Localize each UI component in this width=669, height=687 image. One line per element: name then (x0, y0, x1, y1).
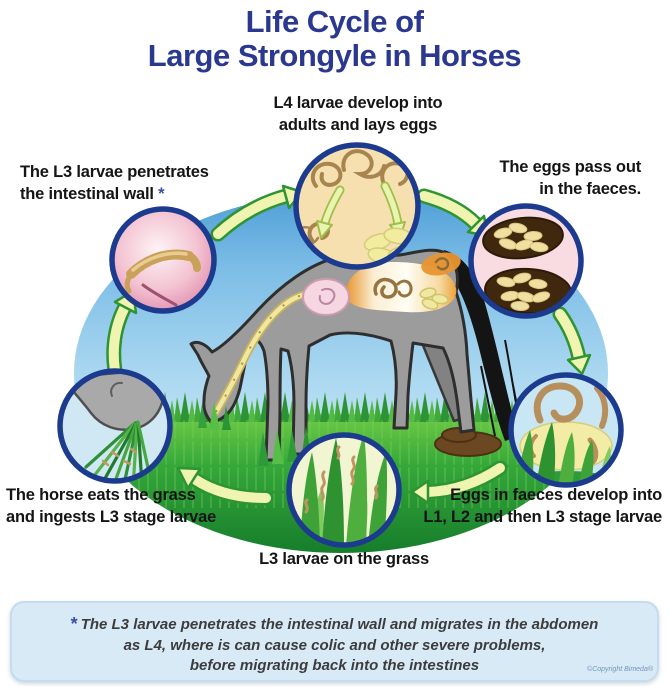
label-line: L1, L2 and then L3 stage larvae (423, 508, 662, 526)
stage-circle-l3-on-grass (289, 434, 400, 546)
footnote-line1 (12, 614, 657, 636)
label-line (20, 183, 209, 205)
label-line: and ingests L3 stage larvae (6, 508, 217, 526)
footnote-asterisk-marker: * (158, 185, 165, 203)
label-eggs-pass-in-faeces (500, 156, 641, 200)
label-line: Eggs in faeces develop into (450, 486, 662, 504)
label-line: The L3 larvae penetrates (20, 163, 209, 181)
label-line: The horse eats the grass (6, 486, 196, 504)
stage-circle-eggs-pass-in-faeces (471, 206, 581, 316)
footnote-line3: before migrating back into the intestines (189, 657, 480, 674)
label-adults-lay-eggs (179, 92, 537, 136)
label-line: in the faeces. (539, 180, 641, 198)
label-line: adults and lays eggs (278, 116, 438, 134)
label-line: L4 larvae develop into (273, 94, 443, 112)
label-horse-eats-grass (6, 484, 216, 528)
label-line: The eggs pass out (499, 158, 641, 176)
label-line: L3 larvae on the grass (259, 550, 429, 568)
stomach (303, 279, 349, 315)
copyright-notice: ©Copyright Bimeda® (587, 666, 653, 673)
footnote-asterisk: * (70, 614, 78, 634)
label-l3-penetrates-wall (20, 161, 209, 205)
label-text: the intestinal wall (20, 185, 154, 203)
title-line2: Large Strongyle in Horses (147, 38, 522, 73)
footnote-line2: as L4, where is can cause colic and other severe problems, (123, 636, 546, 654)
title-line1: Life Cycle of (245, 4, 424, 39)
stage-circle-l3-penetrates-wall (112, 209, 214, 311)
footnote-text: The L3 larvae penetrates the intestinal wall and migrates in the abdomen (80, 616, 599, 633)
footnote-box (10, 601, 659, 682)
label-eggs-develop (423, 484, 662, 528)
label-l3-on-grass (224, 548, 464, 570)
